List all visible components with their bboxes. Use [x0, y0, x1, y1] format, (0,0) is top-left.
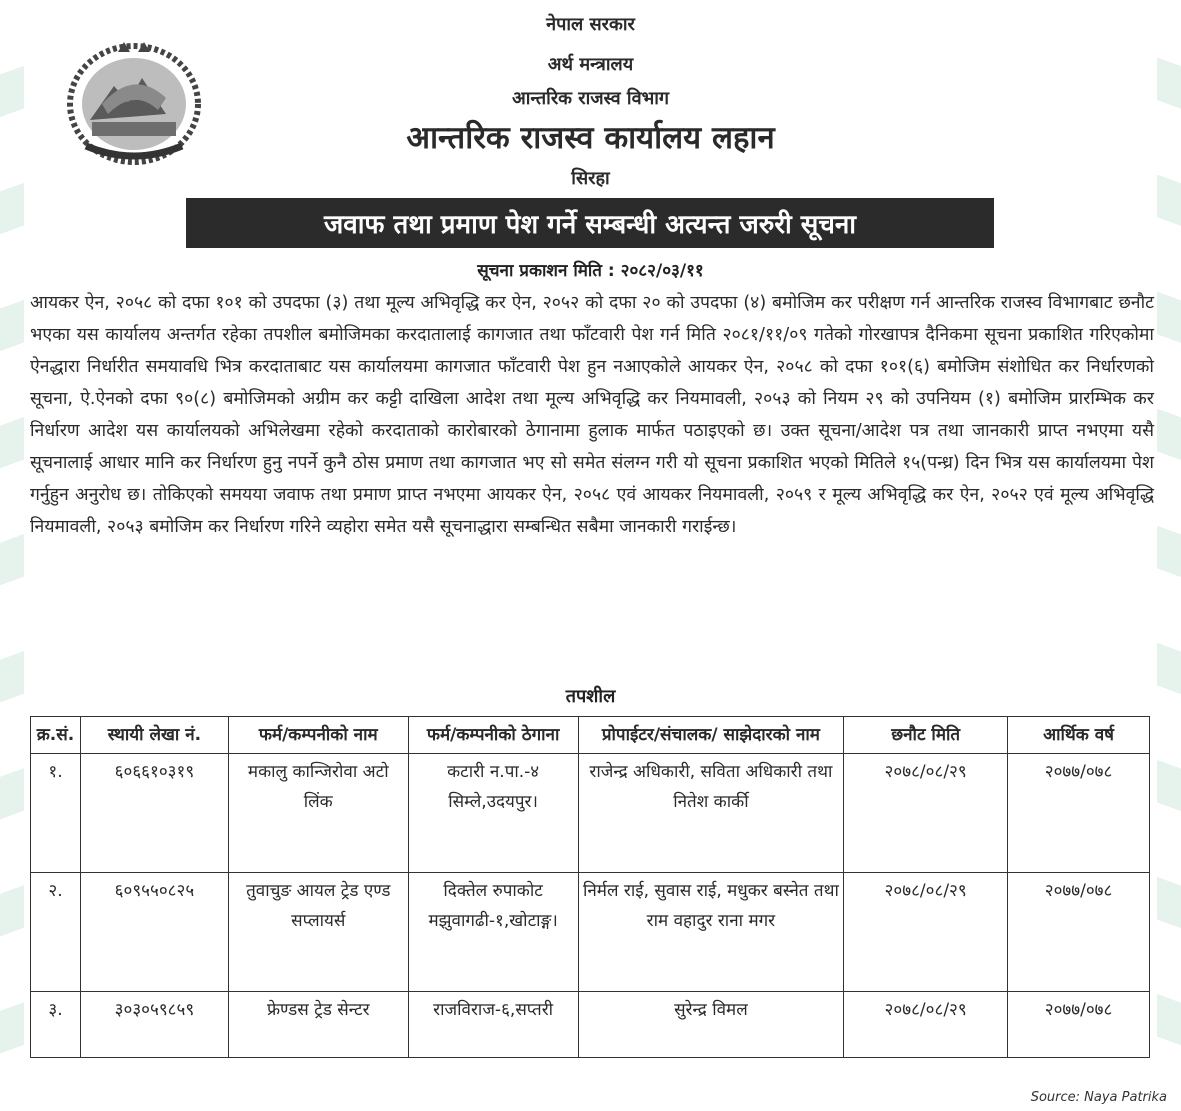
- table-title: तपशील: [565, 686, 616, 707]
- cell-fiscal-year: २०७७/०७८: [1008, 873, 1150, 992]
- cell-serial: १.: [31, 754, 81, 873]
- cell-proprietor: सुरेन्द्र विमल: [578, 992, 844, 1058]
- source-credit: Source: Naya Patrika: [1030, 1090, 1167, 1105]
- cell-firm-address: कटारी न.पा.-४ सिम्ले,उदयपुर।: [408, 754, 578, 873]
- table-row: [31, 754, 1150, 873]
- notice-title-banner: [186, 198, 994, 248]
- office-name: आन्तरिक राजस्व कार्यालय लहान: [406, 120, 775, 156]
- cell-serial: ३.: [31, 992, 81, 1058]
- header-firm-address: फर्म/कम्पनीको ठेगाना: [408, 717, 578, 754]
- cell-pan: ६०९५५०८२५: [80, 873, 228, 992]
- table-row: [31, 992, 1150, 1058]
- table-header-row: [31, 717, 1150, 754]
- table-row: [31, 873, 1150, 992]
- header-selection-date: छनौट मिति: [844, 717, 1008, 754]
- cell-selection-date: २०७८/०८/२९: [844, 873, 1008, 992]
- department-name: आन्तरिक राजस्व विभाग: [511, 88, 670, 109]
- cell-firm-name: तुवाचुङ आयल ट्रेड एण्ड सप्लायर्स: [228, 873, 408, 992]
- cell-proprietor: निर्मल राई, सुवास राई, मधुकर बस्नेत तथा राम वहादुर राना मगर: [578, 873, 844, 992]
- cell-firm-name: फ्रेण्डस ट्रेड सेन्टर: [228, 992, 408, 1058]
- government-name: नेपाल सरकार: [546, 14, 635, 35]
- publication-date: सूचना प्रकाशन मिति : २०८२/०३/११: [477, 261, 704, 281]
- header-pan: स्थायी लेखा नं.: [80, 717, 228, 754]
- cell-fiscal-year: २०७७/०७८: [1008, 754, 1150, 873]
- cell-selection-date: २०७८/०८/२९: [844, 754, 1008, 873]
- cell-fiscal-year: २०७७/०७८: [1008, 992, 1150, 1058]
- cell-firm-address: राजविराज-६,सप्तरी: [408, 992, 578, 1058]
- header-firm-name: फर्म/कम्पनीको नाम: [228, 717, 408, 754]
- cell-serial: २.: [31, 873, 81, 992]
- cell-selection-date: २०७८/०८/२९: [844, 992, 1008, 1058]
- notice-title: जवाफ तथा प्रमाण पेश गर्ने सम्बन्धी अत्यन्त जरुरी सूचना: [323, 210, 857, 240]
- cell-proprietor: राजेन्द्र अधिकारी, सविता अधिकारी तथा नितेश कार्की: [578, 754, 844, 873]
- header-serial: क्र.सं.: [31, 717, 81, 754]
- notice-body: आयकर ऐन, २०५८ को दफा १०१ को उपदफा (३) तथा मूल्य अभिवृद्धि कर ऐन, २०५२ को दफा २० को उपदफा (४) बमोजिम कर परीक्षण गर्न आन्तरिक राजस्व विभागबाट छनौट भएका यस कार्यालय अन्तर्गत रहेका तपशील बमोजिमका करदातालाई कागजात तथा फाँटवारी पेश गर्न मिति २०८१/११/०९ गतेको गोरखापत्र दैनिकमा सूचना प्रकाशित गरिएकोमा ऐनद्धारा निर्धारीत समयावधि भित्र करदाताबाट यस कार्यालयमा कागजात फाँटवारी पेश हुन नआएकोले आयकर ऐन, २०५८ को दफा १०१(६) बमोजिम संशोधित कर निर्धारणको सूचना, ऐ.ऐनको दफा ९०(८) बमोजिमको अग्रीम कर कट्टी दाखिला आदेश तथा मूल्य अभिवृद्धि कर नियमावली, २०५३ को नियम २९ को उपनियम (१) बमोजिम प्रारम्भिक कर निर्धारण आदेश यस कार्यालयको अभिलेखमा रहेको करदाताको कारोबारको ठेगानामा हुलाक मार्फत पठाइएको छ। उक्त सूचना/आदेश पत्र तथा जानकारी प्राप्त नभएमा यसै सूचनालाई आधार मानि कर निर्धारण हुनु नपर्ने कुनै ठोस प्रमाण तथा कागजात भए सो समेत संलग्न गरी यो सूचना प्रकाशित भएको मितिले १५(पन्ध्र) दिन भित्र यस कार्यालयमा पेश गर्नुहुन अनुरोध छ। तोकिएको समयया जवाफ तथा प्रमाण प्राप्त नभएमा आयकर ऐन, २०५८ एवं आयकर नियमावली, २०५९ र मूल्य अभिवृद्धि कर ऐन, २०५२ एवं मूल्य अभिवृद्धि नियमावली, २०५३ बमोजिम कर निर्धारण गरिने व्यहोरा समेत यसै सूचनाद्धारा सम्बन्धित सबैमा जानकारी गराईन्छ।: [30, 293, 1154, 537]
- cell-pan: ६०६६१०३१९: [80, 754, 228, 873]
- cell-firm-address: दिक्तेल रुपाकोट मझुवागढी-१,खोटाङ्ग।: [408, 873, 578, 992]
- header-proprietor: प्रोपाईटर/संचालक/ साझेदारको नाम: [578, 717, 844, 754]
- cell-pan: ३०३०५९८५९: [80, 992, 228, 1058]
- ministry-name: अर्थ मन्त्रालय: [547, 54, 634, 75]
- cell-firm-name: मकालु कान्जिरोवा अटो लिंक: [228, 754, 408, 873]
- header-fiscal-year: आर्थिक वर्ष: [1008, 717, 1150, 754]
- district-name: सिरहा: [571, 168, 610, 189]
- taxpayer-table: [30, 716, 1150, 1058]
